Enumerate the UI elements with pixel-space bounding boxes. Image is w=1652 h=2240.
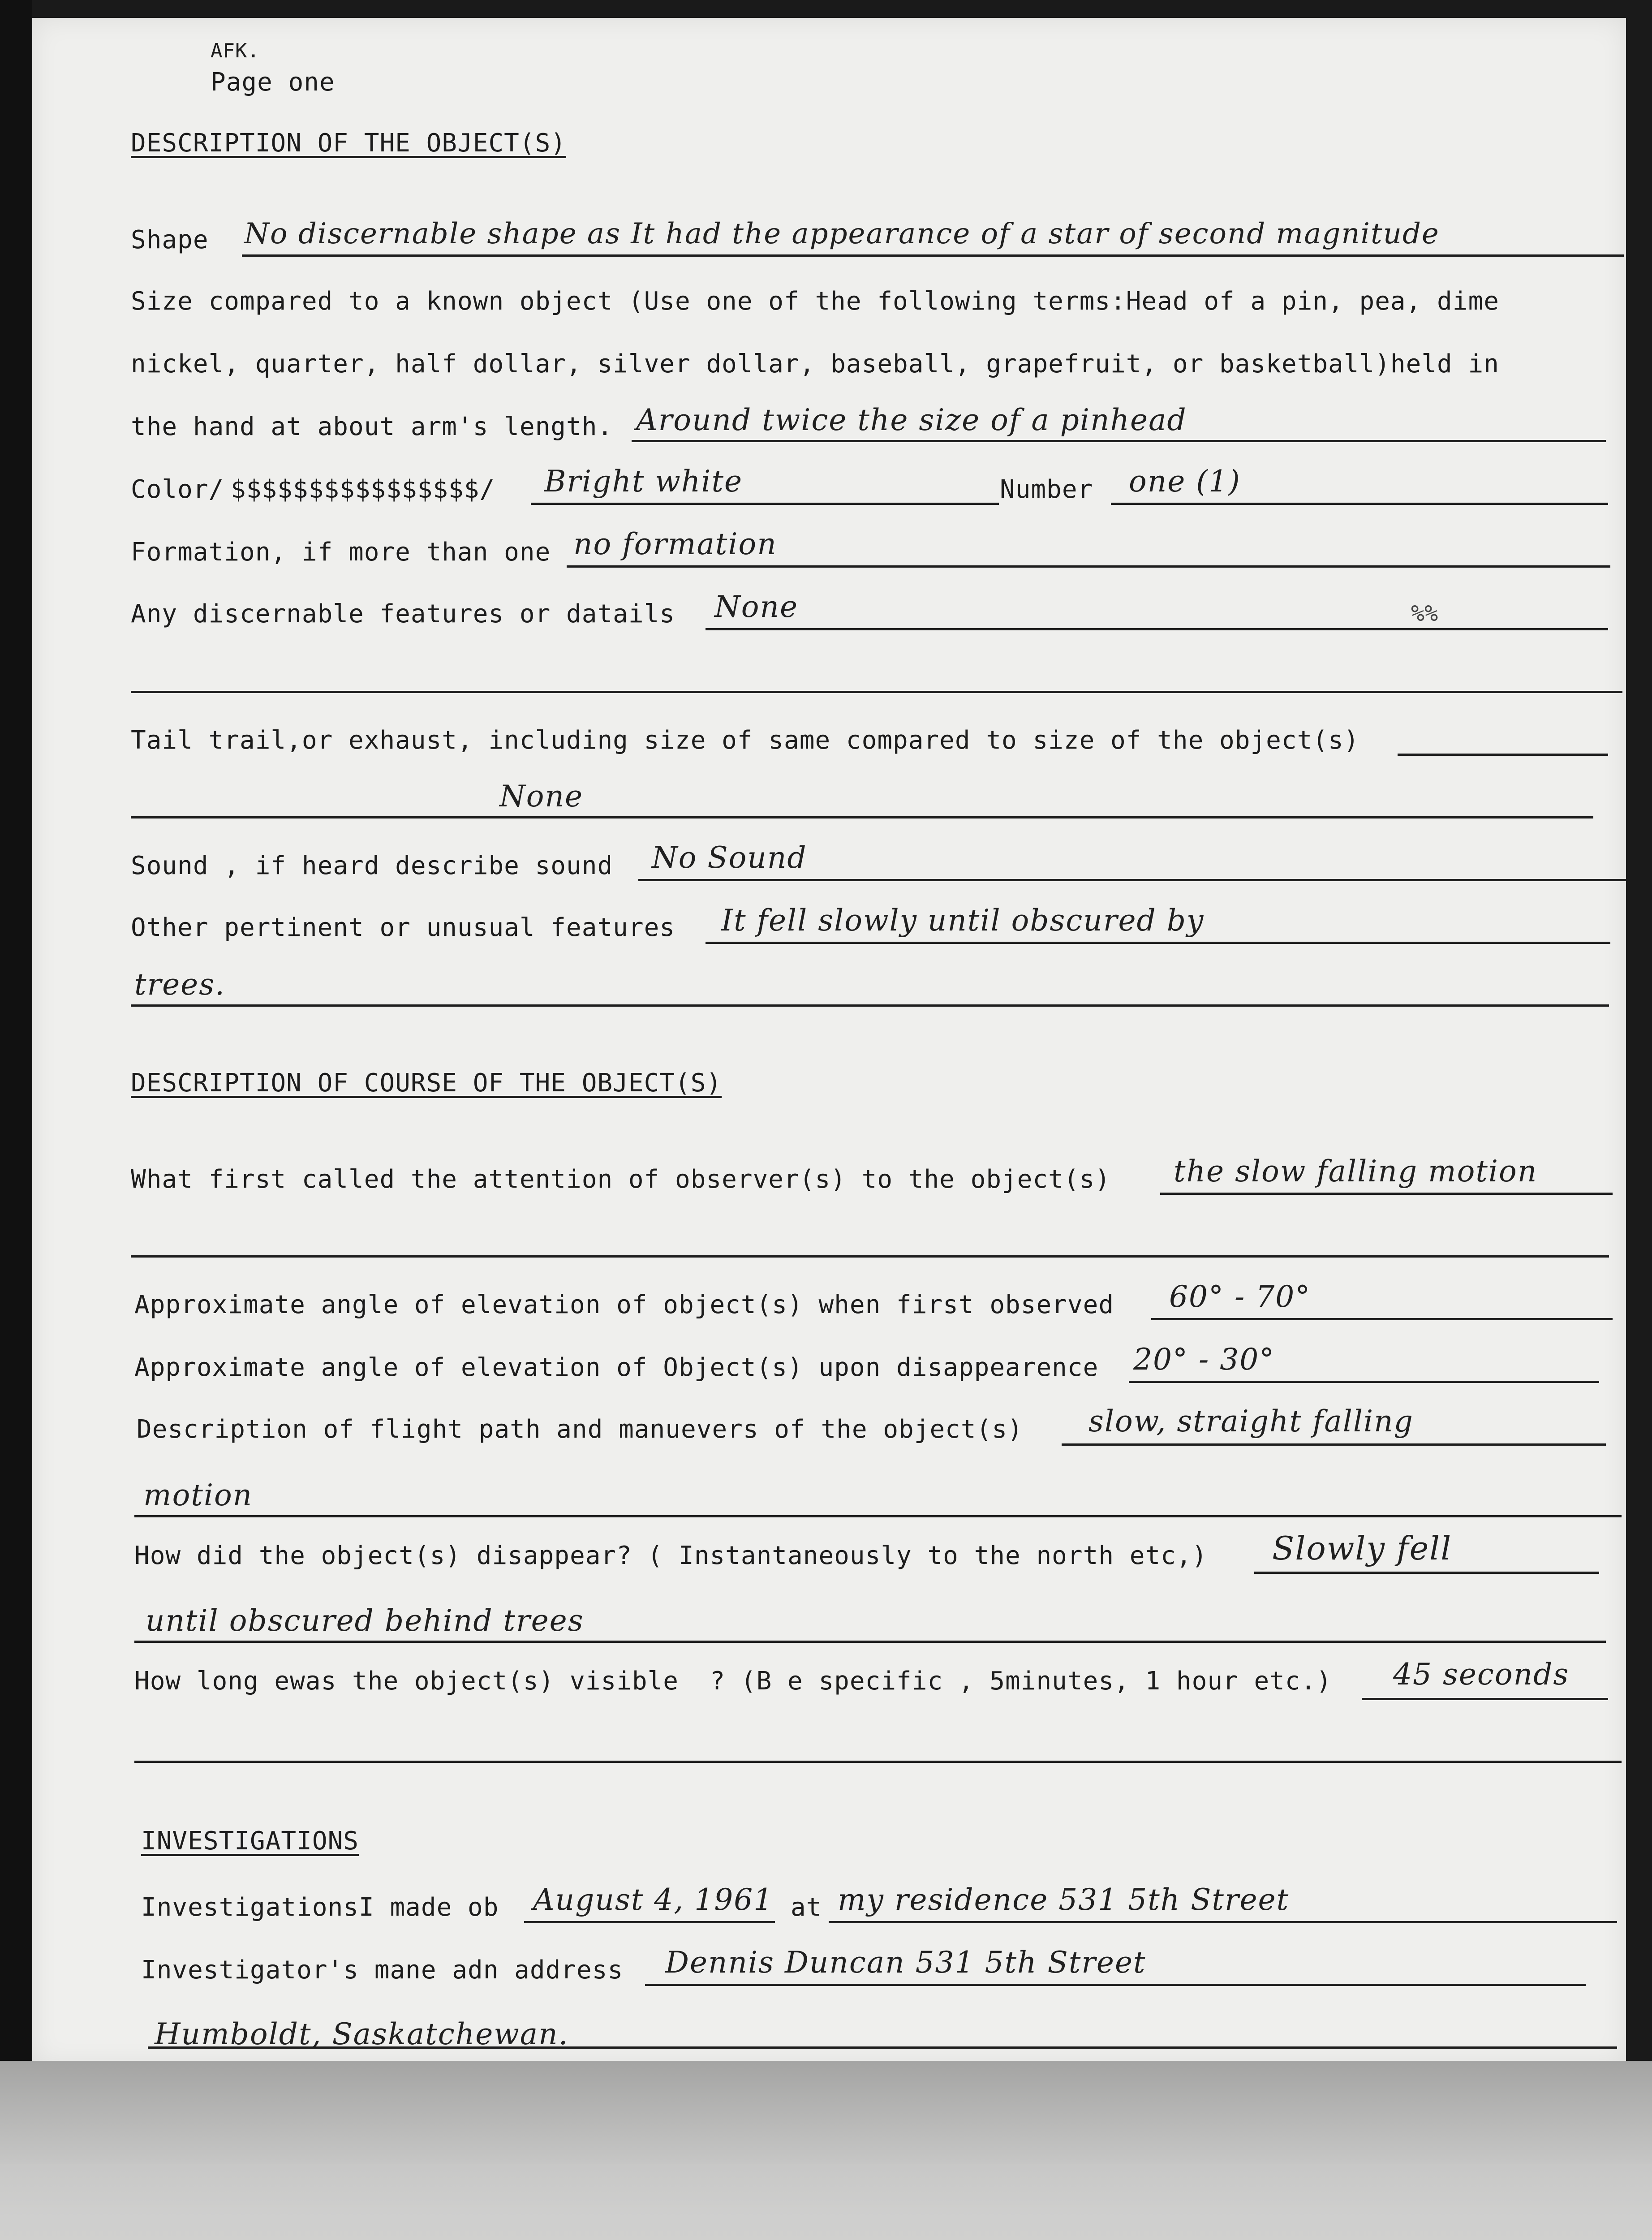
page-annotation: AFK. <box>211 39 260 62</box>
features-value: None <box>714 590 799 624</box>
attention-value: the slow falling motion <box>1174 1154 1538 1189</box>
path-label: Description of flight path and manuevers of the object(s) <box>137 1415 1023 1444</box>
other-value-line1: It fell slowly until obscured by <box>721 903 1205 938</box>
duration-value: 45 seconds <box>1393 1657 1570 1692</box>
size-instructions-line3: the hand at about arm's length. <box>131 412 613 441</box>
formation-label: Formation, if more than one <box>131 538 551 567</box>
disappear-line <box>1254 1572 1599 1574</box>
path-line-2 <box>134 1515 1622 1517</box>
film-edge <box>0 0 32 2065</box>
tail-label: Tail trail,or exhaust, including size of same compared to size of the object(s) <box>131 726 1359 755</box>
features-label: Any discernable features or datails <box>131 599 675 629</box>
number-label: Number <box>1000 475 1093 504</box>
path-value-line1: slow, straight falling <box>1088 1404 1414 1439</box>
duration-label: How long ewas the object(s) visible ? (B e specific , 5minutes, 1 hour etc.) <box>134 1667 1332 1696</box>
shape-line <box>242 254 1624 257</box>
form-page <box>32 18 1626 2065</box>
section-heading-investigations: INVESTIGATIONS <box>141 1826 359 1856</box>
tail-line-2 <box>131 816 1593 818</box>
investigator-line <box>645 1984 1586 1986</box>
stray-mark: %% <box>1411 600 1438 626</box>
size-line <box>632 440 1606 442</box>
investigation-date: August 4, 1961 <box>533 1882 774 1917</box>
attention-line-2 <box>131 1255 1609 1258</box>
disappear-value-line1: Slowly fell <box>1272 1529 1452 1567</box>
elev-last-line <box>1129 1381 1599 1383</box>
elev-last-value: 20° - 30° <box>1133 1342 1275 1377</box>
shape-value: No discernable shape as It had the appearance of a star of second magnitude <box>244 217 1440 250</box>
shape-label: Shape <box>131 225 209 254</box>
section-heading-object: DESCRIPTION OF THE OBJECT(S) <box>131 129 567 158</box>
investigation-made-label: InvestigationsI made ob <box>141 1893 499 1922</box>
number-line <box>1111 503 1608 505</box>
duration-line <box>1362 1698 1608 1700</box>
formation-value: no formation <box>573 527 777 561</box>
color-line <box>531 503 999 505</box>
other-value-line2: trees. <box>134 967 226 1002</box>
disappear-label: How did the object(s) disappear? ( Instantaneously to the north etc,) <box>134 1541 1208 1570</box>
attention-label: What first called the attention of observer(s) to the object(s) <box>131 1165 1111 1194</box>
tail-value: None <box>499 779 584 814</box>
investigator-value-line2: Humboldt, Saskatchewan. <box>155 2017 569 2051</box>
investigation-at-label: at <box>791 1893 822 1922</box>
disappear-line-2 <box>134 1641 1606 1643</box>
other-line <box>706 942 1610 944</box>
path-value-line2: motion <box>143 1478 253 1512</box>
color-strikeout: $$$$$$$$$$$$$$$$/ <box>231 475 495 504</box>
path-line <box>1062 1443 1606 1446</box>
disappear-value-line2: until obscured behind trees <box>146 1603 584 1638</box>
sound-value: No Sound <box>652 840 807 875</box>
tail-line <box>1398 754 1608 756</box>
elev-first-value: 60° - 70° <box>1169 1279 1311 1314</box>
size-instructions-line1: Size compared to a known object (Use one of the following terms:Head of a pin, pea, dime <box>131 287 1499 316</box>
other-label: Other pertinent or unusual features <box>131 913 675 942</box>
elev-last-label: Approximate angle of elevation of Object(s) upon disappearence <box>134 1353 1099 1382</box>
elev-first-line <box>1151 1318 1613 1320</box>
features-line-2 <box>131 691 1622 693</box>
investigation-date-line <box>524 1921 775 1923</box>
investigator-line-2 <box>148 2046 1617 2049</box>
number-value: one (1) <box>1129 464 1241 499</box>
investigator-value-line1: Dennis Duncan 531 5th Street <box>665 1945 1146 1980</box>
formation-line <box>567 565 1610 568</box>
investigation-place-line <box>829 1921 1617 1923</box>
other-line-2 <box>131 1004 1609 1007</box>
sound-label: Sound , if heard describe sound <box>131 851 613 880</box>
duration-line-2 <box>134 1761 1622 1763</box>
paper-shadow <box>0 2061 1652 2164</box>
attention-line <box>1160 1193 1613 1195</box>
section-heading-course: DESCRIPTION OF COURSE OF THE OBJECT(S) <box>131 1068 722 1098</box>
page-label: Page one <box>211 68 335 97</box>
sound-line <box>638 879 1626 881</box>
size-value: Around twice the size of a pinhead <box>636 403 1187 437</box>
elev-first-label: Approximate angle of elevation of object(s) when first observed <box>134 1290 1114 1319</box>
background-table <box>0 2061 1652 2240</box>
color-label: Color/ <box>131 475 224 504</box>
size-instructions-line2: nickel, quarter, half dollar, silver dollar, baseball, grapefruit, or basketball)held in <box>131 349 1499 379</box>
investigator-label: Investigator's mane adn address <box>141 1956 624 1985</box>
features-line <box>706 628 1608 630</box>
color-value: Bright white <box>544 464 743 499</box>
investigation-place: my residence 531 5th Street <box>838 1882 1290 1917</box>
